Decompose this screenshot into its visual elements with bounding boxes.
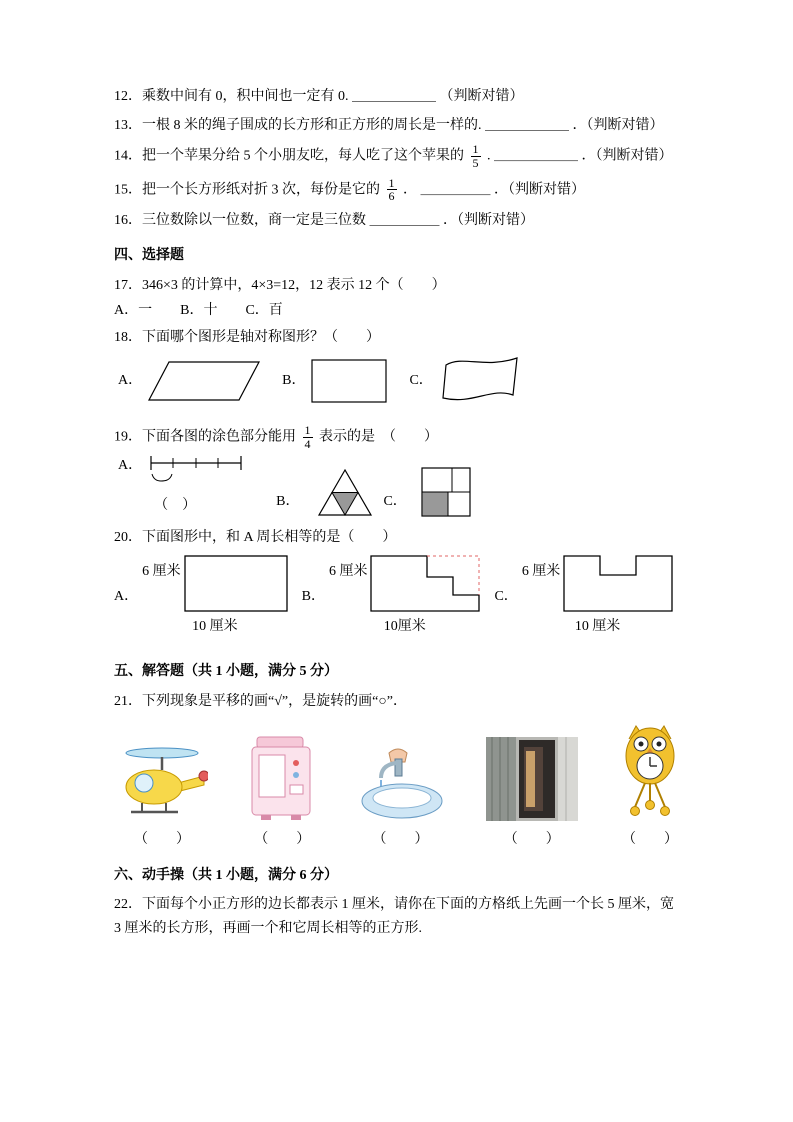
question-12 [114, 86, 683, 108]
question-text: 15．把一个长方形纸对折 3 次，每份是它的 [114, 181, 380, 197]
answer-blank: ＿＿＿＿＿ [420, 181, 491, 197]
question-19-figures [118, 455, 683, 517]
fraction-numerator: 1 [304, 423, 311, 438]
answer-blank: ＿＿＿＿＿＿ [352, 89, 436, 104]
fraction-one-fifth [471, 143, 481, 169]
water-dispenser-image [249, 735, 315, 821]
question-17: 17．346×3 的计算中，4×3=12，12 表示 12 个（ ） [114, 278, 446, 294]
wavy-flag-figure [439, 352, 523, 410]
fraction-numerator: 1 [388, 175, 395, 190]
option-c-label: C． [409, 373, 433, 389]
side-length-label: 6 厘米 [142, 563, 181, 579]
bottom-length-label: 10 厘米 [192, 618, 238, 634]
side-length-label: 6 厘米 [328, 563, 368, 579]
judge-hint: ．（判断对错） [572, 117, 664, 133]
judge-hint: ．（判断对错） [581, 148, 673, 164]
question-text: 14．把一个苹果分给 5 个小朋友吃，每人吃了这个苹果的 [114, 148, 464, 164]
section-6-header: 六、动手操（共 1 小题，满分 6 分） [114, 867, 338, 883]
question-17-options: A．一 B．十 C．百 [114, 302, 283, 318]
sink-faucet-image [357, 745, 445, 821]
image-cell-elevator [486, 737, 578, 851]
answer-blank: ＿＿＿＿＿＿ [485, 117, 569, 133]
question-text-post: ． [403, 181, 417, 197]
answer-paren: （ ） [154, 498, 197, 514]
option-c-label: C． [383, 494, 407, 510]
question-text: 19．下面各图的涂色部分能用 [114, 429, 296, 445]
staircase-figure [370, 555, 480, 612]
option-b-label: B． [276, 494, 300, 510]
triangle-figure [317, 469, 373, 517]
figure-c-block [494, 555, 673, 638]
option-c-label: C． [494, 588, 518, 604]
question-22-line1: 22．下面每个小正方形的边长都表示 1 厘米，请你在下面的方格纸上先画一个长 5 厘米，宽 [114, 897, 674, 913]
segment-figure-block [150, 455, 242, 517]
question-18-figures [118, 352, 683, 410]
question-20: 20．下面图形中，和 A 周长相等的是（ ） [114, 530, 397, 546]
judge-hint: ．（判断对错） [443, 212, 534, 228]
side-length-label: 6 厘米 [521, 563, 561, 579]
owl-clock-image [619, 723, 681, 821]
question-14 [114, 143, 683, 169]
question-text: 16．三位数除以一位数，商一定是三位数 [114, 212, 366, 228]
fraction-one-fourth [303, 424, 313, 450]
fraction-denominator: 5 [472, 155, 479, 170]
fraction-one-sixth [387, 177, 397, 203]
question-text: 12．乘数中间有 0，积中间也一定有 0. [114, 89, 349, 104]
question-19 [114, 424, 683, 450]
image-cell-dispenser [249, 735, 315, 851]
answer-paren: （ ） [134, 831, 190, 847]
figure-b-block [302, 555, 481, 638]
judge-hint: （判断对错） [439, 89, 524, 104]
option-b-label: B． [282, 373, 306, 389]
option-a-label: A． [114, 588, 139, 604]
answer-blank: ＿＿＿＿＿ [369, 212, 440, 228]
judge-hint: ．（判断对错） [494, 181, 585, 197]
fraction-numerator: 1 [472, 142, 479, 157]
question-20-figures [114, 555, 683, 638]
answer-paren: （ ） [622, 831, 678, 847]
image-cell-faucet [357, 745, 445, 851]
question-13 [114, 115, 683, 137]
figure-a-block [114, 555, 288, 638]
section-5-header: 五、解答题（共 1 小题，满分 5 分） [114, 664, 338, 680]
notched-rectangle-figure [563, 555, 673, 612]
fraction-denominator: 6 [388, 189, 395, 204]
question-16 [114, 210, 683, 232]
square-grid-figure [421, 467, 471, 517]
rectangle-figure [311, 359, 387, 403]
rectangle-a-figure [184, 555, 288, 612]
answer-paren: （ ） [503, 831, 560, 847]
bottom-length-label: 10 厘米 [574, 618, 621, 634]
answer-paren: （ ） [254, 831, 311, 847]
elevator-image [486, 737, 578, 821]
image-cell-owl-clock [619, 723, 681, 851]
parallelogram-figure [148, 361, 260, 401]
question-text: 13．一根 8 米的绳子围成的长方形和正方形的周长是一样的. [114, 117, 482, 133]
section-4-header: 四、选择题 [114, 248, 184, 264]
option-a-label: A． [118, 458, 143, 474]
option-a-label: A． [118, 373, 143, 389]
answer-paren: （ ） [372, 831, 429, 847]
question-21: 21．下列现象是平移的画“√”，是旋转的画“○”． [114, 694, 407, 710]
question-22-line2: 3 厘米的长方形，再画一个和它周长相等的正方形. [114, 920, 422, 936]
helicopter-image [116, 743, 208, 821]
answer-blank: ＿＿＿＿＿＿ [494, 148, 578, 164]
image-cell-helicopter [116, 743, 208, 851]
option-b-label: B． [301, 588, 325, 604]
fraction-denominator: 4 [304, 436, 311, 451]
question-15 [114, 177, 683, 203]
divided-segment-figure [150, 455, 242, 487]
question-text-post: . [487, 148, 491, 164]
question-21-images [116, 723, 681, 851]
question-18: 18．下面哪个图形是轴对称图形？（ ） [114, 329, 380, 345]
bottom-length-label: 10厘米 [383, 618, 426, 634]
question-text-post: 表示的是 （ ） [319, 429, 438, 445]
